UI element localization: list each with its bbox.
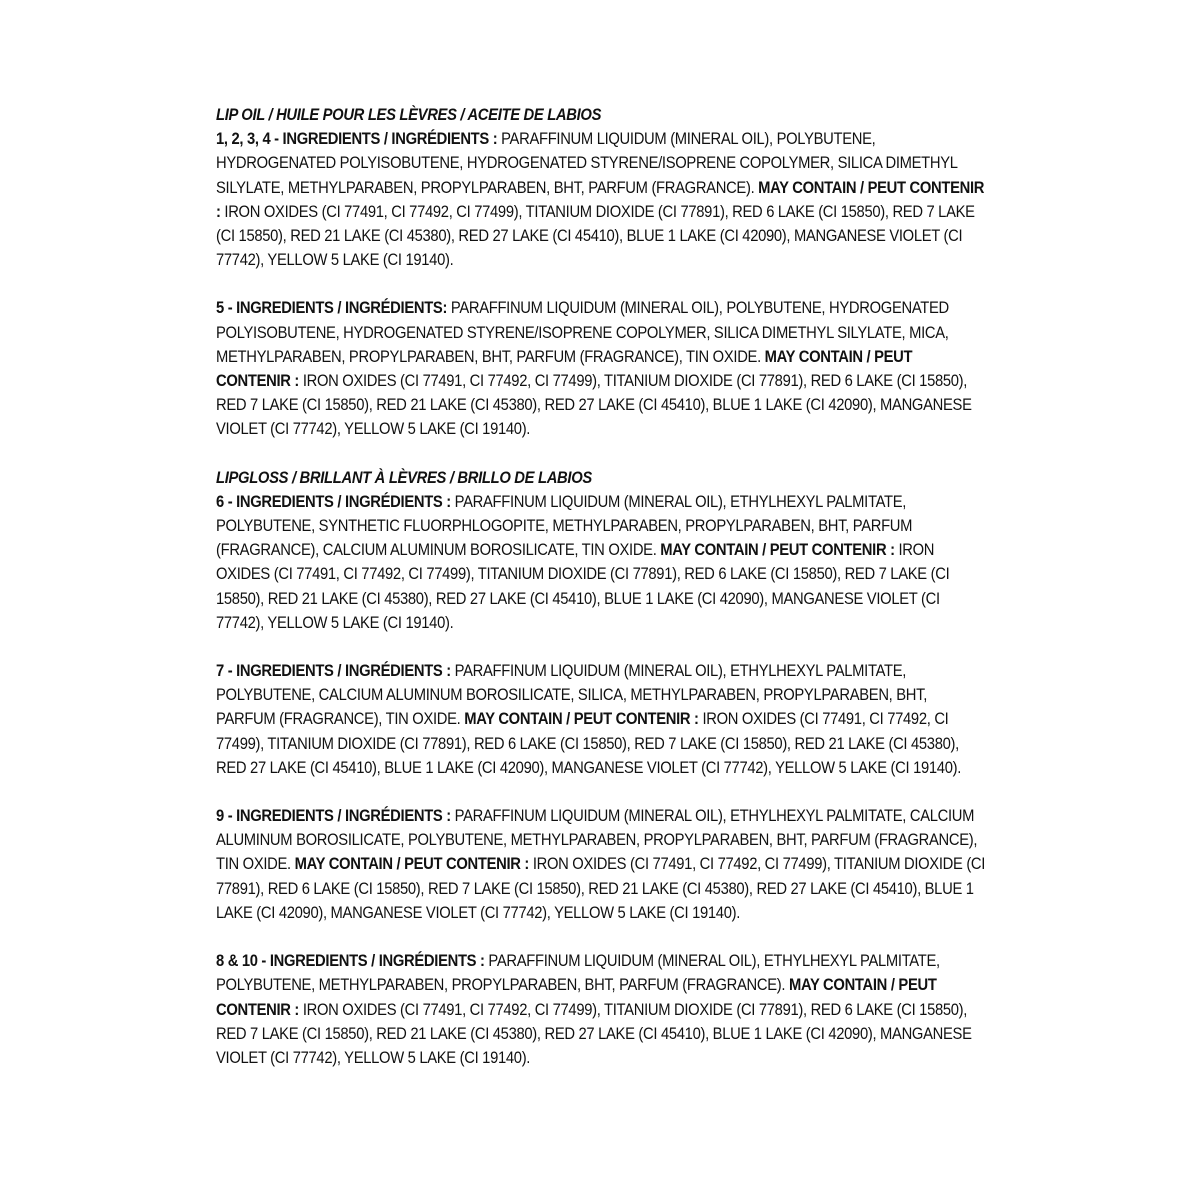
may-contain-body: IRON OXIDES (CI 77491, CI 77492, CI 77499), TITANIUM DIOXIDE (CI 77891), RED 6 LAKE (CI 15850), RED 7 LAKE (CI 15850), RED 21 LAKE (CI 45380), RED 27 LAKE (CI 45410), BLUE 1 LAKE (CI 42090), MANGANESE VIOLET (CI 77742), YELLOW 5 LAKE (CI 19140). <box>216 854 986 922</box>
entry-body: PARAFFINUM LIQUIDUM (MINERAL OIL), ETHYLHEXYL PALMITATE, CALCIUM ALUMINUM BOROSILICATE, POLYBUTENE, METHYLPARABEN, PROPYLPARABEN, BHT, PARFUM (FRAGRANCE), TIN OXIDE. <box>216 806 978 874</box>
entry-lead: 9 - INGREDIENTS / INGRÉDIENTS : <box>216 806 451 826</box>
entry-lead: 6 - INGREDIENTS / INGRÉDIENTS : <box>216 491 451 511</box>
paragraph-gap <box>216 272 989 296</box>
entry-body: PARAFFINUM LIQUIDUM (MINERAL OIL), ETHYLHEXYL PALMITATE, POLYBUTENE, SYNTHETIC FLUORPHLOGOPITE, METHYLPARABEN, PROPYLPARABEN, BHT, PARFUM (FRAGRANCE), CALCIUM ALUMINUM BOROSILICATE, TIN OXIDE. <box>216 491 913 560</box>
entry-lead: 5 - INGREDIENTS / INGRÉDIENTS: <box>216 298 448 318</box>
entry-body: PARAFFINUM LIQUIDUM (MINERAL OIL), ETHYLHEXYL PALMITATE, POLYBUTENE, CALCIUM ALUMINUM BOROSILICATE, SILICA, METHYLPARABEN, PROPYLPARABEN, BHT, PARFUM (FRAGRANCE), TIN OXIDE. <box>216 661 928 729</box>
ingredients-sheet <box>216 103 986 1070</box>
may-contain-label: MAY CONTAIN / PEUT CONTENIR : <box>660 540 895 560</box>
ingredients-text <box>216 103 989 1070</box>
ingredient-entry-1-4 <box>216 127 989 272</box>
ingredient-entry-7 <box>216 659 989 780</box>
entry-lead: 1, 2, 3, 4 - INGREDIENTS / INGRÉDIENTS : <box>216 129 498 149</box>
may-contain-body: IRON OXIDES (CI 77491, CI 77492, CI 77499), TITANIUM DIOXIDE (CI 77891), RED 6 LAKE (CI 15850), RED 7 LAKE (CI 15850), RED 21 LAKE (CI 45380), RED 27 LAKE (CI 45410), BLUE 1 LAKE (CI 42090), MANGANESE VIOLET (CI 77742), YELLOW 5 LAKE (CI 19140). <box>216 371 972 439</box>
may-contain-label: MAY CONTAIN / PEUT CONTENIR : <box>216 177 985 221</box>
section-title-lip-oil: LIP OIL / HUILE POUR LES LÈVRES / ACEITE DE LABIOS <box>216 105 602 124</box>
may-contain-label: MAY CONTAIN / PEUT CONTENIR : <box>216 346 913 391</box>
may-contain-body: IRON OXIDES (CI 77491, CI 77492, CI 77499), TITANIUM DIOXIDE (CI 77891), RED 6 LAKE (CI 15850), RED 7 LAKE (CI 15850), RED 21 LAKE (CI 45380), RED 27 LAKE (CI 45410), BLUE 1 LAKE (CI 42090), MANGANESE VIOLET (CI 77742), YELLOW 5 LAKE (CI 19140). <box>216 201 975 270</box>
may-contain-body: IRON OXIDES (CI 77491, CI 77492, CI 77499), TITANIUM DIOXIDE (CI 77891), RED 6 LAKE (CI 15850), RED 7 LAKE (CI 15850), RED 21 LAKE (CI 45380), RED 27 LAKE (CI 45410), BLUE 1 LAKE (CI 42090), MANGANESE VIOLET (CI 77742), YELLOW 5 LAKE (CI 19140). <box>216 540 950 632</box>
entry-body: PARAFFINUM LIQUIDUM (MINERAL OIL), ETHYLHEXYL PALMITATE, POLYBUTENE, METHYLPARABEN, PROPYLPARABEN, BHT, PARFUM (FRAGRANCE). <box>216 951 940 995</box>
may-contain-body: IRON OXIDES (CI 77491, CI 77492, CI 77499), TITANIUM DIOXIDE (CI 77891), RED 6 LAKE (CI 15850), RED 7 LAKE (CI 15850), RED 21 LAKE (CI 45380), RED 27 LAKE (CI 45410), BLUE 1 LAKE (CI 42090), MANGANESE VIOLET (CI 77742), YELLOW 5 LAKE (CI 19140). <box>216 709 962 777</box>
may-contain-label: MAY CONTAIN / PEUT CONTENIR : <box>216 975 937 1019</box>
may-contain-label: MAY CONTAIN / PEUT CONTENIR : <box>464 709 699 729</box>
entry-lead: 8 & 10 - INGREDIENTS / INGRÉDIENTS : <box>216 951 485 971</box>
ingredient-entry-9 <box>216 804 989 925</box>
ingredient-entry-8-10 <box>216 949 989 1070</box>
entry-lead: 7 - INGREDIENTS / INGRÉDIENTS : <box>216 661 451 681</box>
paragraph-gap <box>216 780 989 804</box>
paragraph-gap <box>216 925 989 949</box>
may-contain-body: IRON OXIDES (CI 77491, CI 77492, CI 77499), TITANIUM DIOXIDE (CI 77891), RED 6 LAKE (CI 15850), RED 7 LAKE (CI 15850), RED 21 LAKE (CI 45380), RED 27 LAKE (CI 45410), BLUE 1 LAKE (CI 42090), MANGANESE VIOLET (CI 77742), YELLOW 5 LAKE (CI 19140). <box>216 999 972 1067</box>
may-contain-label: MAY CONTAIN / PEUT CONTENIR : <box>294 854 530 874</box>
section-title-lipgloss: LIPGLOSS / BRILLANT À LÈVRES / BRILLO DE LABIOS <box>216 467 592 487</box>
ingredient-entry-5 <box>216 296 989 441</box>
paragraph-gap <box>216 442 989 466</box>
ingredient-entry-6 <box>216 490 989 635</box>
paragraph-gap <box>216 635 989 659</box>
entry-body: PARAFFINUM LIQUIDUM (MINERAL OIL), POLYBUTENE, HYDROGENATED POLYISOBUTENE, HYDROGENATED STYRENE/ISOPRENE COPOLYMER, SILICA DIMETHYL SILYLATE, METHYLPARABEN, PROPYLPARABEN, BHT, PARFUM (FRAGRANCE). <box>216 129 958 197</box>
entry-body: PARAFFINUM LIQUIDUM (MINERAL OIL), POLYBUTENE, HYDROGENATED POLYISOBUTENE, HYDROGENATED STYRENE/ISOPRENE COPOLYMER, SILICA DIMETHYL SILYLATE, MICA, METHYLPARABEN, PROPYLPARABEN, BHT, PARFUM (FRAGRANCE), TIN OXIDE. <box>216 298 949 366</box>
